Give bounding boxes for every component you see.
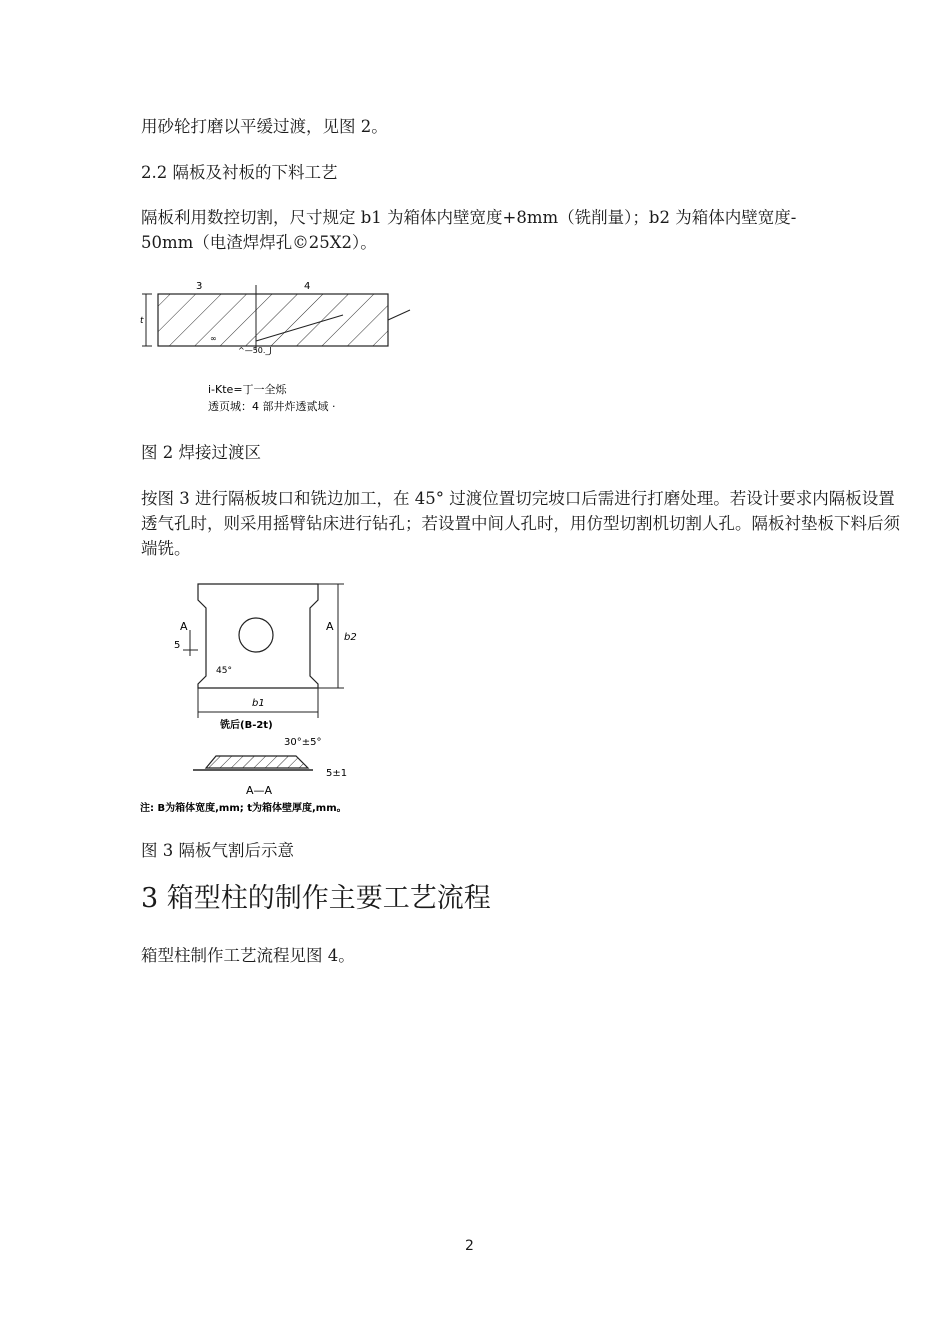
section-A-A-profile <box>206 756 308 768</box>
paragraph-text: 用砂轮打磨以平缓过渡，见图 2。 <box>141 117 388 136</box>
label-small: ∞ <box>210 334 217 343</box>
figure-3-caption: 图 3 隔板气割后示意 <box>141 841 294 860</box>
figure-note: 注: B为箱体宽度,mm; t为箱体壁厚度,mm。 <box>140 803 347 814</box>
paragraph-text: 50mm（电渣焊焊孔©25X2）。 <box>141 233 377 252</box>
section-mark-A-left: A <box>180 620 188 633</box>
leader-line <box>388 310 410 320</box>
paragraph-text: 隔板利用数控切割，尺寸规定 b1 为箱体内壁宽度+8mm（铣削量）；b2 为箱体内壁宽度- <box>141 208 797 227</box>
section-heading-2-2: 2.2 隔板及衬板的下料工艺 <box>141 163 338 182</box>
label-3: 3 <box>196 281 203 292</box>
label-bevel-angle: 30°±5° <box>284 737 322 748</box>
label-5-plus-minus-1: 5±1 <box>326 768 348 779</box>
label-section-A-A: A—A <box>246 784 273 797</box>
section-mark-A-right: A <box>326 620 334 633</box>
label-b2: b2 <box>344 632 357 643</box>
label-4: 4 <box>304 281 311 292</box>
section-heading-3: 3 箱型柱的制作主要工艺流程 <box>141 883 491 914</box>
page-number: 2 <box>465 1238 474 1254</box>
label-t: t <box>140 316 144 326</box>
vent-hole <box>239 618 273 652</box>
figure-2-caption: 图 2 焊接过渡区 <box>141 443 261 462</box>
label-dimension: ^—50._J <box>238 346 272 355</box>
paragraph-text: 箱型柱制作工艺流程见图 4。 <box>141 946 355 965</box>
figure-3-diaphragm-cutting <box>138 578 398 818</box>
label-after-milling: 铣后(B-2t) <box>220 720 273 731</box>
figure-2-weld-transition <box>138 275 428 415</box>
plate-section <box>158 294 388 346</box>
label-5: 5 <box>174 640 181 651</box>
label-b1: b1 <box>252 698 265 709</box>
paragraph-text: 按图 3 进行隔板坡口和铣边加工，在 45° 过渡位置切完坡口后需进行打磨处理。若设计要求内隔板设置透气孔时，则采用摇臂钻床进行钻孔；若设置中间人孔时，用仿型切割机切割人孔。隔板衬垫板下料后须端铣。 <box>141 489 900 558</box>
label-45-degree: 45° <box>216 666 232 676</box>
figure-note-2: 透页城：4 部井炸透贰域 · <box>208 400 336 413</box>
figure-note-1: i-Kte=丁一全烁 <box>208 383 287 396</box>
